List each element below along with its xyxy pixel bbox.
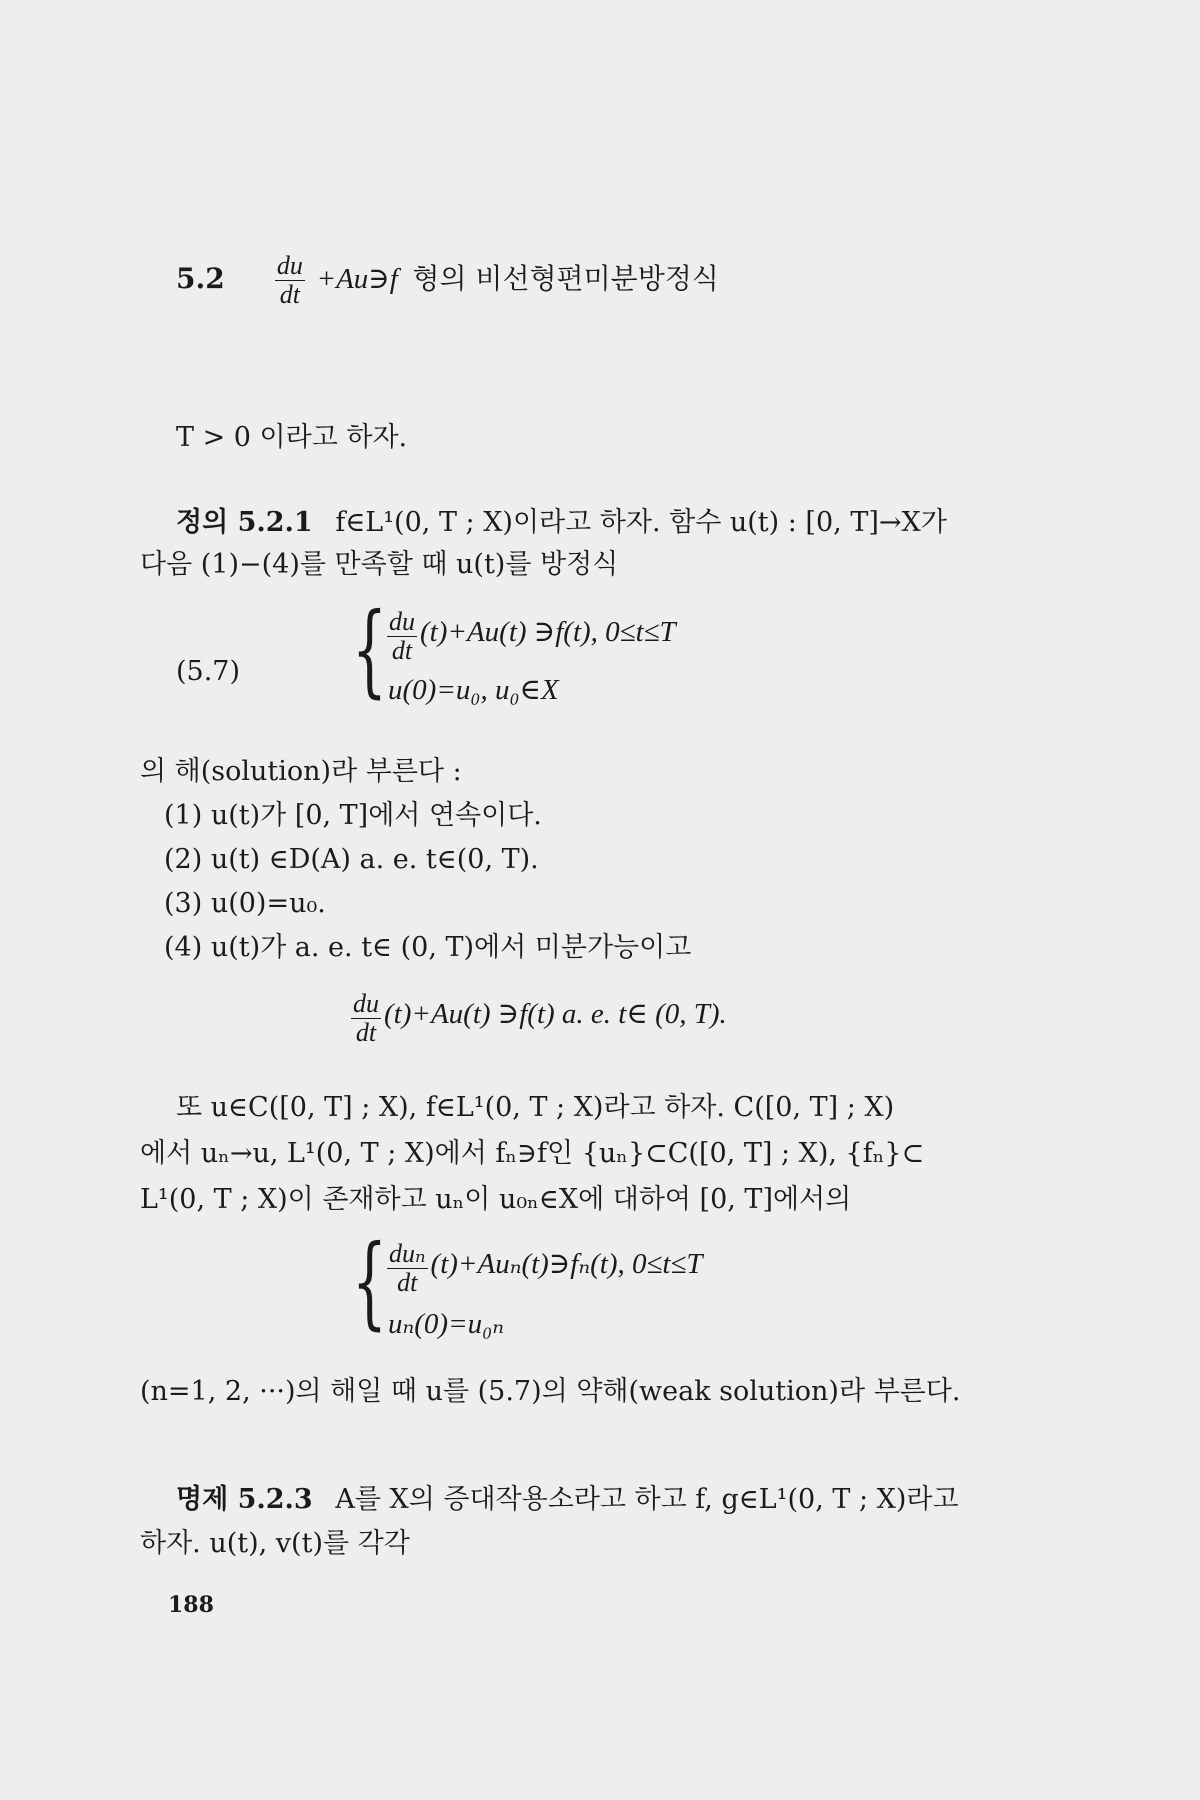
equation-n-line-2: uₙ(0)=u₀ₙ bbox=[388, 1308, 504, 1340]
definition-line-1: 정의 5.2.1 f∈L¹(0, T ; X)이라고 하자. 함수 u(t) : [0, T]→X가 bbox=[176, 507, 947, 538]
proposition-label: 명제 5.2.3 bbox=[176, 1484, 313, 1515]
definition-label: 정의 5.2.1 bbox=[176, 507, 313, 538]
section-equation: +Au∋f bbox=[316, 263, 398, 295]
weak-line-1: 또 u∈C([0, T] ; X), f∈L¹(0, T ; X)라고 하자. C([0, T] ; X) bbox=[176, 1092, 895, 1123]
proposition-line-2: 하자. u(t), v(t)를 각각 bbox=[140, 1528, 410, 1559]
condition-4: (4) u(t)가 a. e. t∈ (0, T)에서 미분가능이고 bbox=[164, 932, 692, 963]
solution-intro: 의 해(solution)라 부른다 : bbox=[140, 756, 462, 787]
equation-n-line-1: $\frac{\text{duₙ}}{dt}$ (t)+Auₙ(t)∋fₙ(t), 0≤t≤T bbox=[389, 1239, 703, 1297]
weak-conclusion: (n=1, 2, ···)의 해일 때 u를 (5.7)의 약해(weak solution)라 부른다. bbox=[140, 1376, 961, 1407]
weak-line-3: L¹(0, T ; X)이 존재하고 uₙ이 u₀ₙ∈X에 대하여 [0, T]에서의 bbox=[140, 1184, 852, 1215]
condition-3: (3) u(0)=u₀. bbox=[164, 888, 326, 919]
equation-57-line-2: u(0)=u₀, u₀∈X bbox=[388, 674, 559, 706]
section-heading bbox=[176, 252, 719, 309]
equation-n-brace: { bbox=[352, 1223, 387, 1340]
section-fraction: $\frac{du}{dt}$ bbox=[276, 251, 303, 309]
equation-brace: { bbox=[352, 591, 387, 708]
condition-4-equation: $\frac{du}{dt}$ (t)+Au(t) ∋f(t) a. e. t∈ (0, T). bbox=[353, 989, 727, 1047]
section-title: 형의 비선형편미분방정식 bbox=[412, 262, 719, 295]
weak-line-2: 에서 uₙ→u, L¹(0, T ; X)에서 fₙ∋f인 {uₙ}⊂C([0, T] ; X), {fₙ}⊂ bbox=[140, 1138, 925, 1169]
condition-2: (2) u(t) ∈D(A) a. e. t∈(0, T). bbox=[164, 844, 539, 875]
page-number: 188 bbox=[168, 1592, 214, 1618]
equation-tag: (5.7) bbox=[176, 656, 241, 687]
definition-line-2: 다음 (1)−(4)를 만족할 때 u(t)를 방정식 bbox=[140, 549, 619, 580]
section-number: 5.2 bbox=[176, 262, 225, 295]
condition-1: (1) u(t)가 [0, T]에서 연속이다. bbox=[164, 800, 542, 831]
equation-57-line-1: $\frac{du}{dt}$ (t)+Au(t) ∋f(t), 0≤t≤T bbox=[389, 607, 676, 665]
intro-text: T > 0 이라고 하자. bbox=[176, 422, 408, 453]
proposition-line-1: 명제 5.2.3 A를 X의 증대작용소라고 하고 f, g∈L¹(0, T ; X)라고 bbox=[176, 1484, 959, 1515]
